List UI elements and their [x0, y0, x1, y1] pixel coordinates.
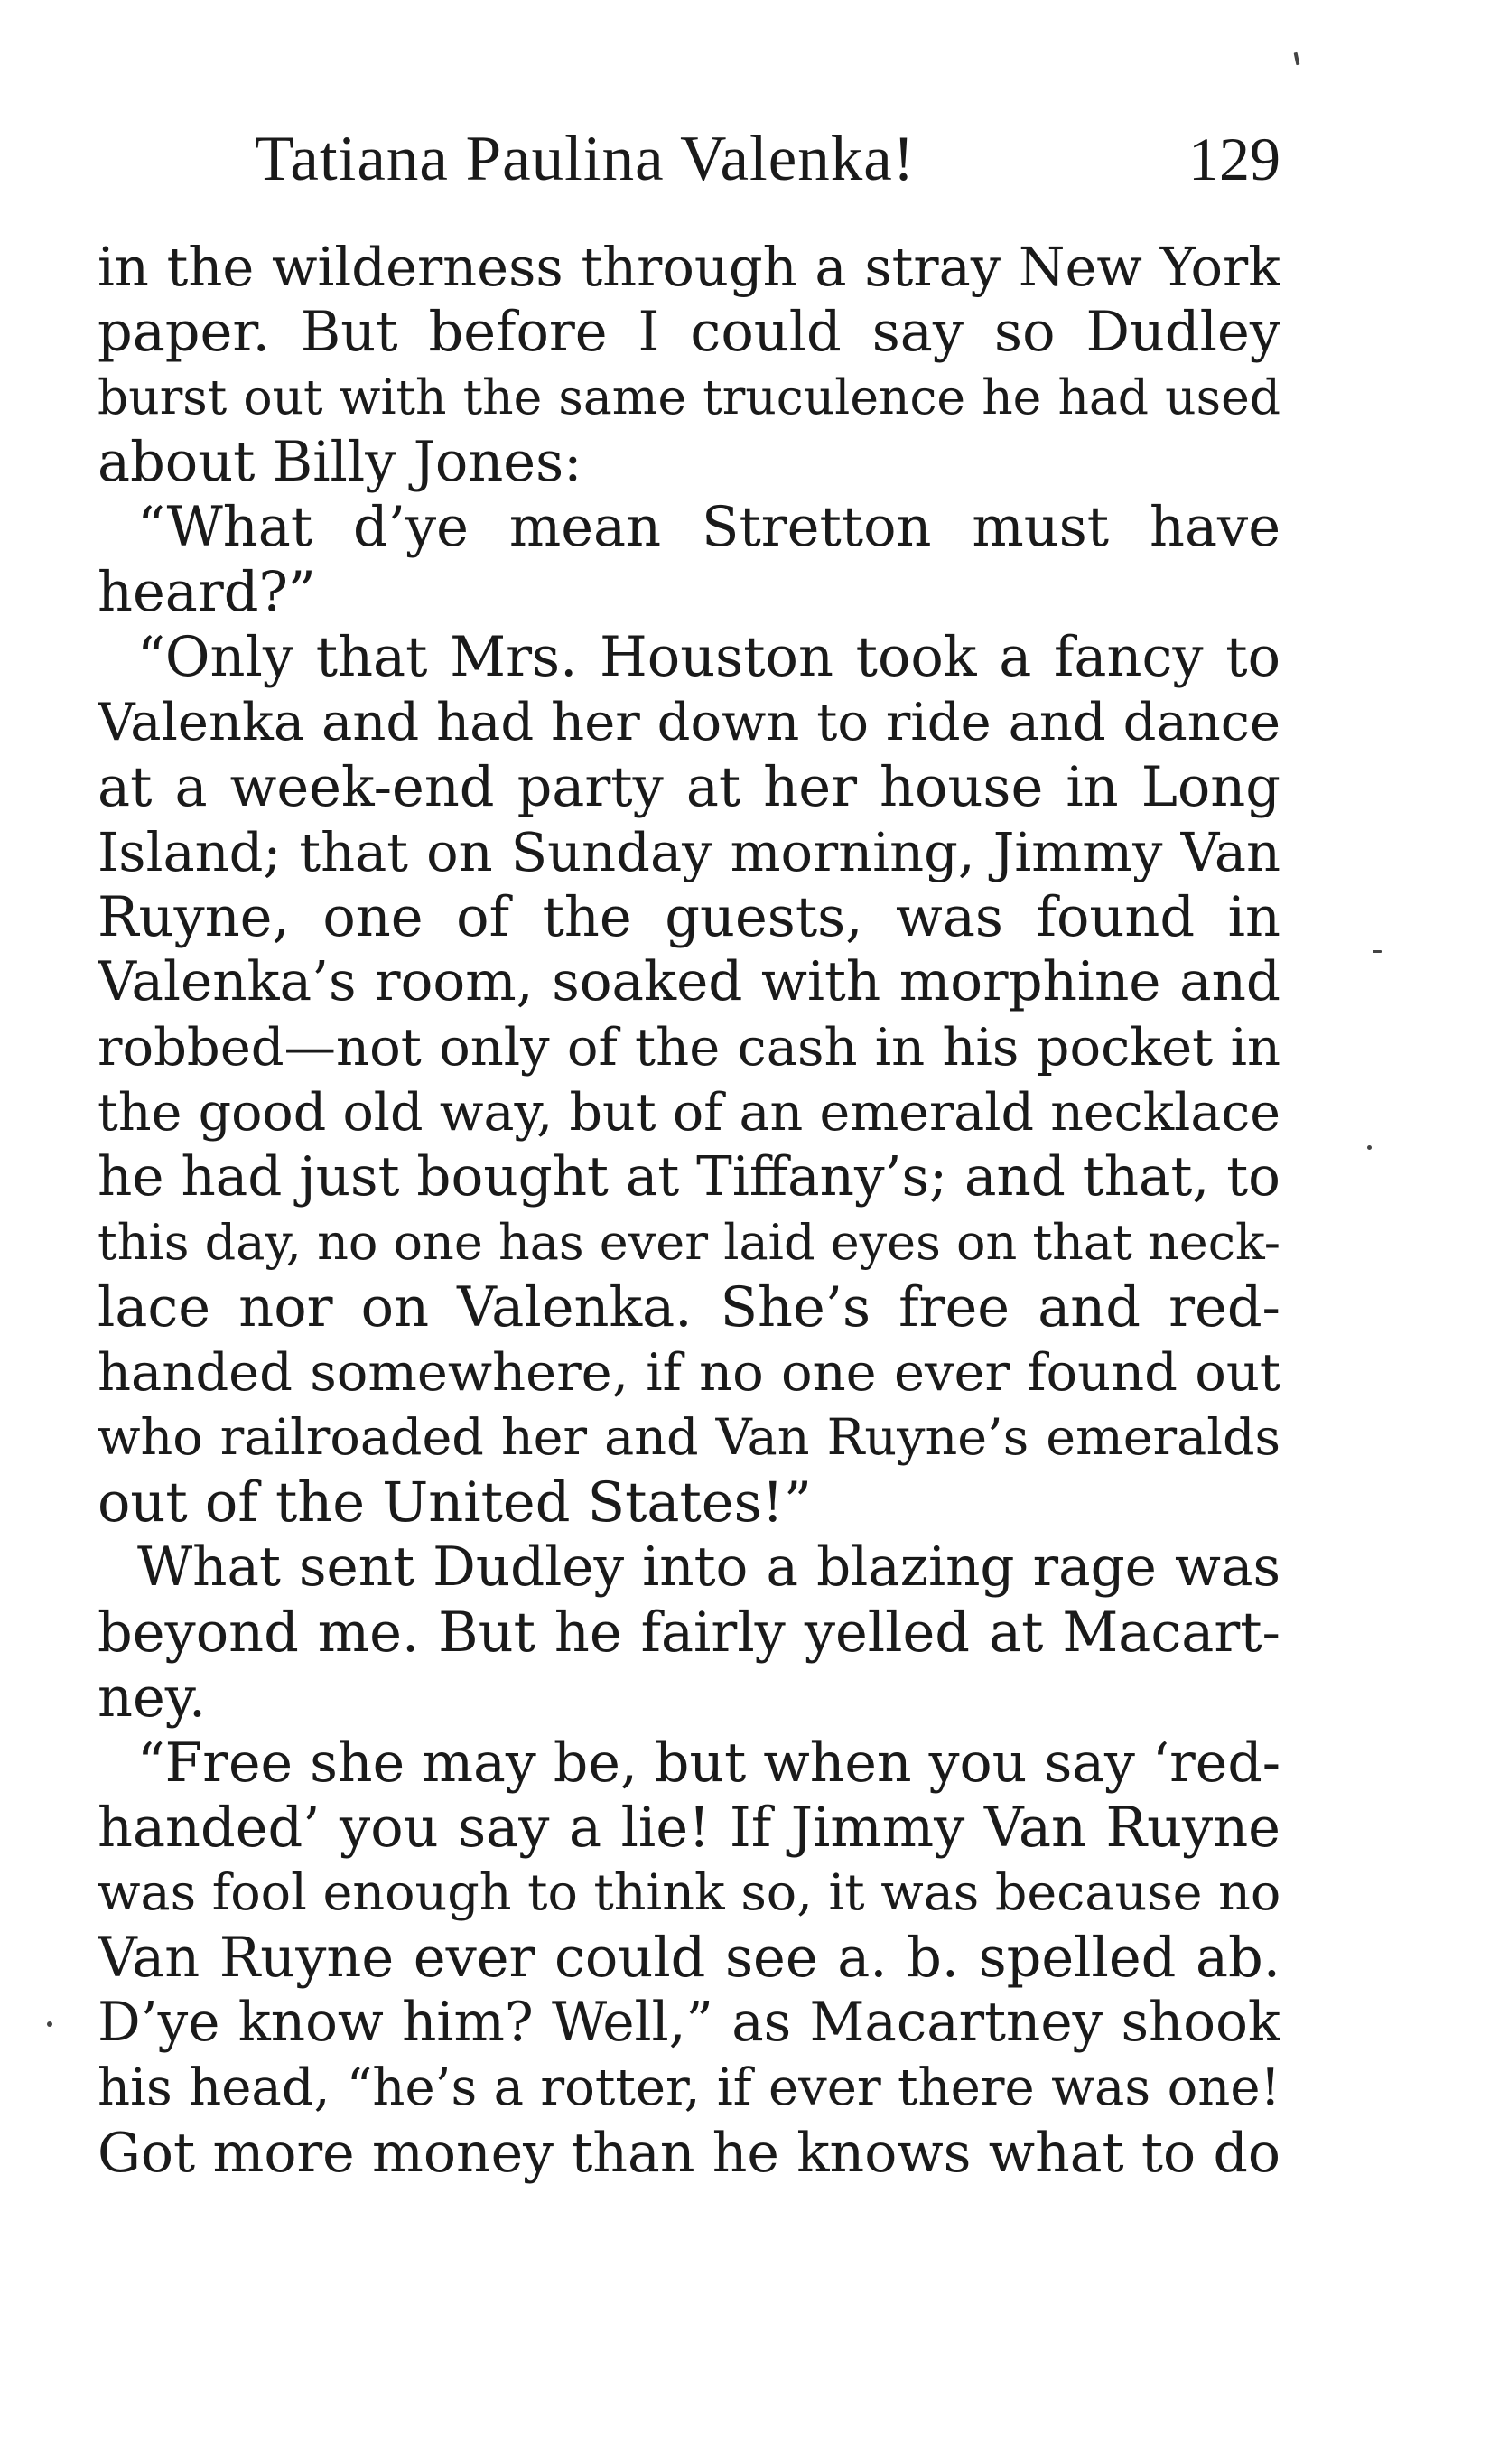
text-line: at a week-end party at her house in Long [98, 756, 1280, 819]
text-line: “Free she may be, but when you say ‘red- [137, 1731, 1280, 1795]
scan-speck [1373, 950, 1382, 953]
scan-speck [1294, 52, 1300, 66]
text-line: lace nor on Valenka. She’s free and red- [98, 1276, 1280, 1339]
text-line: “What d’ye mean Stretton must have [137, 496, 1280, 559]
text-line: this day, no one has ever laid eyes on that neck- [98, 1214, 1280, 1271]
text-line: Got more money than he knows what to do [98, 2122, 1280, 2185]
text-line: burst out with the same truculence he had used [98, 369, 1280, 425]
text-line: who railroaded her and Van Ruyne’s emeralds [98, 1408, 1280, 1467]
running-head [255, 116, 1280, 202]
body-text [98, 235, 1280, 2186]
text-line: heard?” [98, 561, 316, 624]
running-title: Tatiana Paulina Valenka! [255, 124, 916, 194]
text-line: robbed—not only of the cash in his pocket in [98, 1017, 1280, 1078]
text-line: out of the United States!” [98, 1471, 812, 1535]
text-line: beyond me. But he fairly yelled at Macart- [98, 1601, 1280, 1665]
scan-speck [1367, 1145, 1372, 1150]
scan-speck [47, 2021, 52, 2027]
text-line: in the wilderness through a stray New York [98, 236, 1280, 298]
text-line: his head, “he’s a rotter, if ever there was one! [98, 2058, 1280, 2117]
text-line: Island; that on Sunday morning, Jimmy Van [98, 821, 1280, 883]
text-line: Van Ruyne ever could see a. b. spelled ab. [98, 1927, 1280, 1990]
text-line: handed somewhere, if no one ever found out [98, 1342, 1280, 1403]
text-line: paper. But before I could say so Dudley [98, 301, 1280, 364]
text-line: he had just bought at Tiffany’s; and that, to [98, 1146, 1280, 1209]
text-line: handed’ you say a lie! If Jimmy Van Ruyne [98, 1797, 1280, 1860]
text-line: Ruyne, one of the guests, was found in [98, 886, 1280, 949]
text-line: about Billy Jones: [98, 431, 582, 494]
text-line: ney. [98, 1666, 207, 1730]
text-line: Valenka and had her down to ride and dance [98, 692, 1280, 752]
text-line: What sent Dudley into a blazing rage was [137, 1536, 1280, 1599]
text-line: the good old way, but of an emerald necklace [98, 1083, 1280, 1143]
text-line: was fool enough to think so, it was because no [98, 1863, 1280, 1922]
text-line: D’ye know him? Well,” as Macartney shook [98, 1992, 1280, 2054]
text-line: “Only that Mrs. Houston took a fancy to [137, 626, 1280, 689]
page-number: 129 [1188, 125, 1280, 193]
text-line: Valenka’s room, soaked with morphine and [98, 951, 1280, 1013]
